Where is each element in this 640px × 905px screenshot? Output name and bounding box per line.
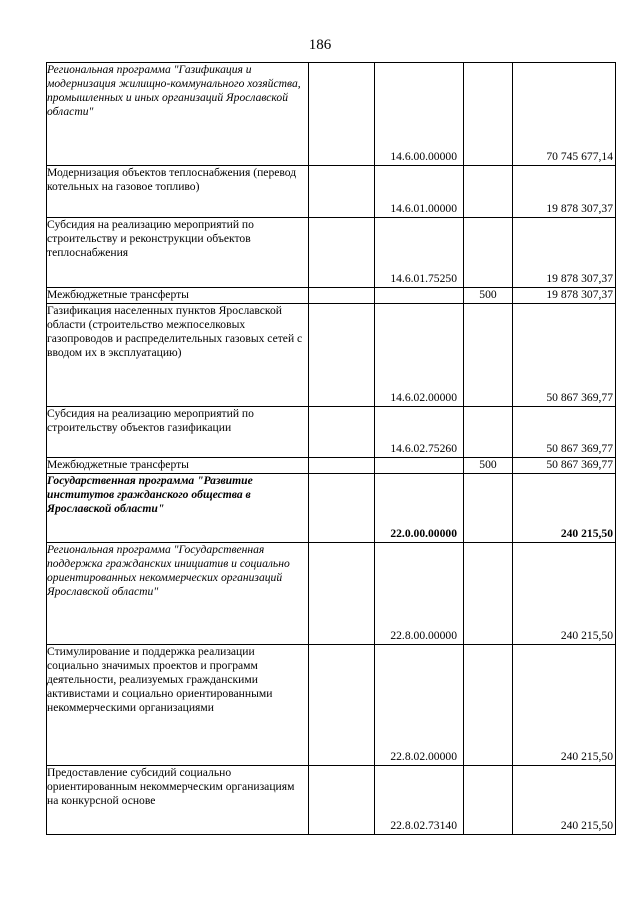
row-name: Субсидия на реализацию мероприятий по строительству и реконструкции объектов теплоснабжения bbox=[47, 218, 309, 288]
row-code: 22.8.02.73140 bbox=[375, 766, 464, 835]
table-row bbox=[47, 458, 616, 474]
row-type bbox=[464, 645, 513, 766]
row-amount: 70 745 677,14 bbox=[513, 63, 616, 166]
row-amount: 19 878 307,37 bbox=[513, 288, 616, 304]
table-row bbox=[47, 407, 616, 458]
row-type bbox=[464, 766, 513, 835]
row-amount: 19 878 307,37 bbox=[513, 166, 616, 218]
row-code: 22.0.00.00000 bbox=[375, 474, 464, 543]
row-code: 14.6.02.75260 bbox=[375, 407, 464, 458]
table-row bbox=[47, 63, 616, 166]
row-code: 14.6.01.00000 bbox=[375, 166, 464, 218]
row-code: 14.6.00.00000 bbox=[375, 63, 464, 166]
blank-cell bbox=[309, 645, 375, 766]
budget-table bbox=[46, 62, 616, 835]
row-name: Региональная программа "Газификация и модернизация жилищно-коммунального хозяйства, промышленных и иных организаций Ярославской области" bbox=[47, 63, 309, 166]
row-amount: 19 878 307,37 bbox=[513, 218, 616, 288]
row-type bbox=[464, 543, 513, 645]
blank-cell bbox=[309, 166, 375, 218]
row-amount: 50 867 369,77 bbox=[513, 458, 616, 474]
row-name: Газификация населенных пунктов Ярославской области (строительство межпоселковых газопроводов и распределительных газовых сетей с вводом их в эксплуатацию) bbox=[47, 304, 309, 407]
row-name: Региональная программа "Государственная поддержка гражданских инициатив и социально ориентированных некоммерческих организаций Ярославской области" bbox=[47, 543, 309, 645]
row-code bbox=[375, 458, 464, 474]
row-amount: 240 215,50 bbox=[513, 543, 616, 645]
blank-cell bbox=[309, 543, 375, 645]
table-row bbox=[47, 474, 616, 543]
blank-cell bbox=[309, 218, 375, 288]
row-type bbox=[464, 304, 513, 407]
table-row bbox=[47, 166, 616, 218]
table-row bbox=[47, 645, 616, 766]
row-name: Государственная программа "Развитие институтов гражданского общества в Ярославской области" bbox=[47, 474, 309, 543]
blank-cell bbox=[309, 288, 375, 304]
row-code: 14.6.01.75250 bbox=[375, 218, 464, 288]
row-name: Субсидия на реализацию мероприятий по строительству объектов газификации bbox=[47, 407, 309, 458]
row-name: Межбюджетные трансферты bbox=[47, 458, 309, 474]
row-type bbox=[464, 407, 513, 458]
table-row bbox=[47, 766, 616, 835]
row-name: Модернизация объектов теплоснабжения (перевод котельных на газовое топливо) bbox=[47, 166, 309, 218]
table-row bbox=[47, 543, 616, 645]
row-type: 500 bbox=[464, 458, 513, 474]
row-name: Предоставление субсидий социально ориентированным некоммерческим организациям на конкурсной основе bbox=[47, 766, 309, 835]
row-type: 500 bbox=[464, 288, 513, 304]
table-row bbox=[47, 304, 616, 407]
page-number: 186 bbox=[308, 37, 332, 53]
table-row bbox=[47, 218, 616, 288]
row-code bbox=[375, 288, 464, 304]
row-amount: 50 867 369,77 bbox=[513, 407, 616, 458]
row-code: 22.8.00.00000 bbox=[375, 543, 464, 645]
row-type bbox=[464, 63, 513, 166]
row-amount: 240 215,50 bbox=[513, 474, 616, 543]
blank-cell bbox=[309, 407, 375, 458]
blank-cell bbox=[309, 474, 375, 543]
row-amount: 240 215,50 bbox=[513, 645, 616, 766]
table-row bbox=[47, 288, 616, 304]
row-name: Стимулирование и поддержка реализации социально значимых проектов и программ деятельности, реализуемых гражданскими активистами и социально ориентированными некоммерческими организациями bbox=[47, 645, 309, 766]
row-name: Межбюджетные трансферты bbox=[47, 288, 309, 304]
row-type bbox=[464, 218, 513, 288]
row-amount: 50 867 369,77 bbox=[513, 304, 616, 407]
row-code: 14.6.02.00000 bbox=[375, 304, 464, 407]
row-code: 22.8.02.00000 bbox=[375, 645, 464, 766]
row-type bbox=[464, 474, 513, 543]
blank-cell bbox=[309, 63, 375, 166]
row-type bbox=[464, 166, 513, 218]
blank-cell bbox=[309, 304, 375, 407]
blank-cell bbox=[309, 766, 375, 835]
row-amount: 240 215,50 bbox=[513, 766, 616, 835]
blank-cell bbox=[309, 458, 375, 474]
